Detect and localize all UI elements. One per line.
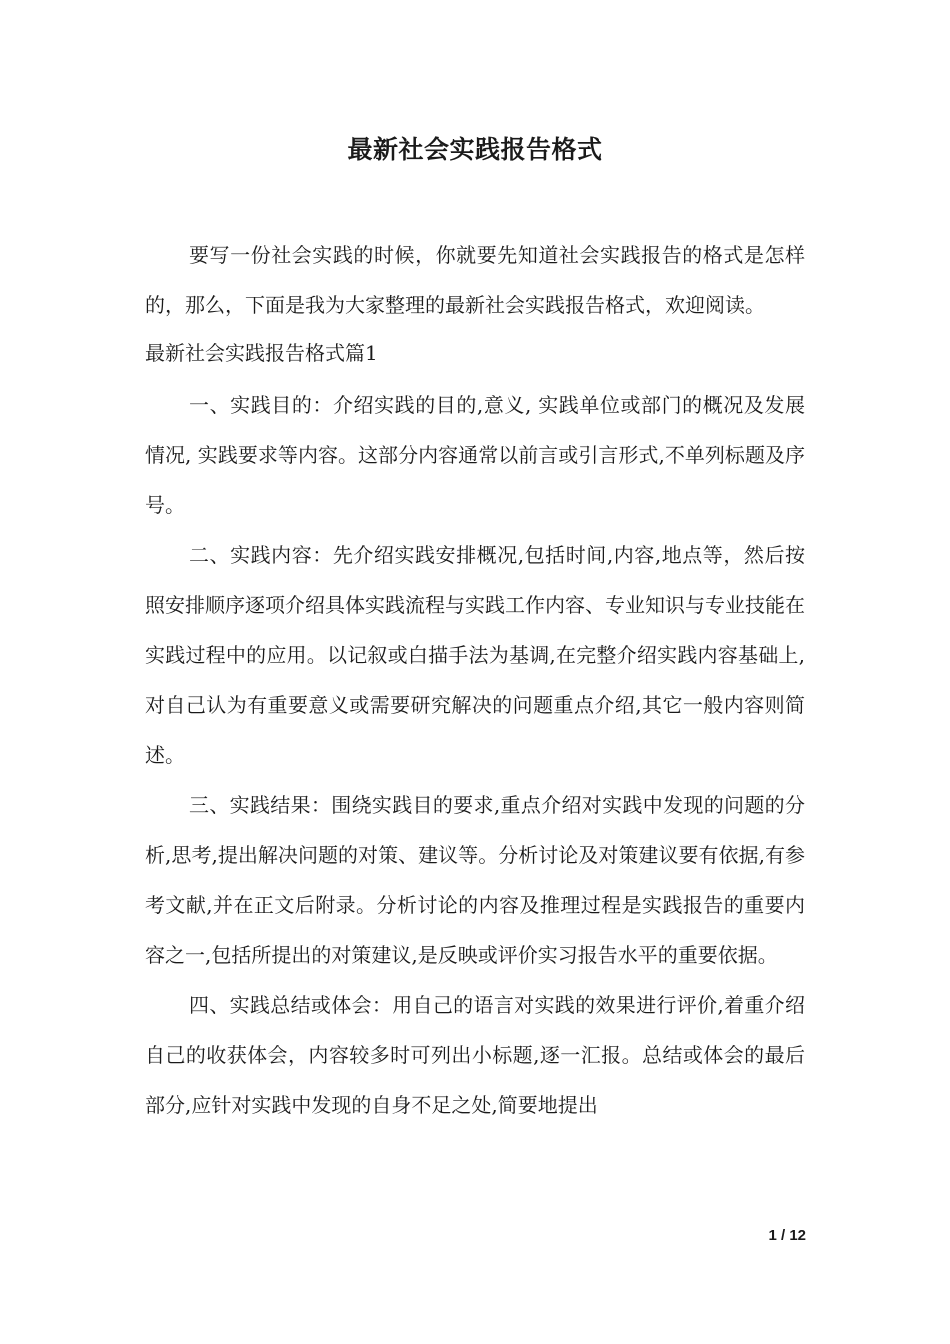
document-title: 最新社会实践报告格式 (347, 135, 603, 164)
paragraph-results: 三、实践结果：围绕实践目的要求,重点介绍对实践中发现的问题的分析,思考,提出解决问题的对策、建议等。分析讨论及对策建议要有依据,有参考文献,并在正文后附录。分析讨论的内容及推理过程是实践报告的重要内容之一,包括所提出的对策建议,是反映或评价实习报告水平的重要依据。 (145, 793, 805, 967)
paragraph-purpose: 一、实践目的：介绍实践的目的,意义, 实践单位或部门的概况及发展情况, 实践要求等内容。这部分内容通常以前言或引言形式,不单列标题及序号。 (145, 393, 805, 517)
document-body (145, 230, 805, 1130)
intro-paragraph: 要写一份社会实践的时候，你就要先知道社会实践报告的格式是怎样的，那么，下面是我为大家整理的最新社会实践报告格式，欢迎阅读。 (145, 243, 805, 317)
paragraph-content: 二、实践内容：先介绍实践安排概况,包括时间,内容,地点等，然后按照安排顺序逐项介绍具体实践流程与实践工作内容、专业知识与专业技能在实践过程中的应用。以记叙或白描手法为基调,在完整介绍实践内容基础上,对自己认为有重要意义或需要研究解决的问题重点介绍,其它一般内容则简述。 (145, 543, 805, 767)
paragraph-summary: 四、实践总结或体会：用自己的语言对实践的效果进行评价,着重介绍自己的收获体会，内容较多时可列出小标题,逐一汇报。总结或体会的最后部分,应针对实践中发现的自身不足之处,简要地提出 (145, 993, 805, 1117)
section-heading: 最新社会实践报告格式篇1 (145, 341, 378, 365)
page-number: 1 / 12 (768, 1227, 806, 1244)
